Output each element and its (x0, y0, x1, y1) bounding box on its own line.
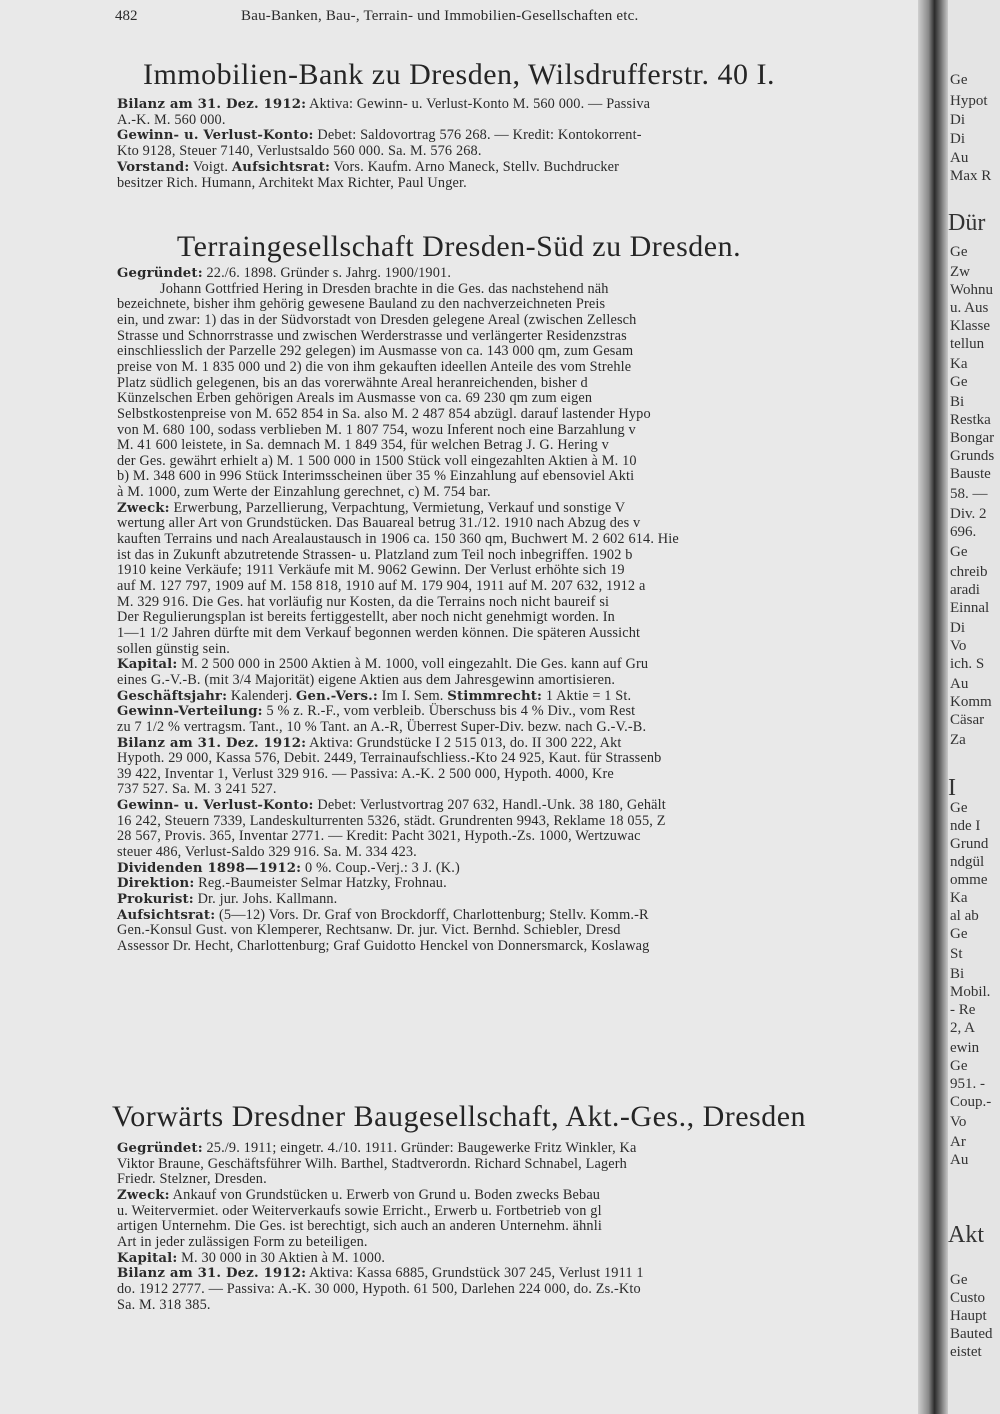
page-header (115, 8, 915, 30)
entry-label: Kapital: (117, 657, 178, 673)
entry-text: M. 329 916. Die Ges. hat vorläufig nur Kosten, da die Terrains noch nicht baureif si (117, 593, 610, 610)
entry-text: besitzer Rich. Humann, Architekt Max Richter, Paul Unger. (117, 174, 467, 191)
text-line (117, 112, 226, 129)
facing-page-fragment: Ar (950, 1134, 966, 1150)
text-line (117, 328, 627, 345)
entry-label: Aufsichtsrat: (231, 159, 331, 175)
entry-text: u. Weitervermiet. oder Weiterverkaufs sowie Erricht., Erwerb u. Fortbetrieb von gl (117, 1202, 602, 1219)
text-line (117, 672, 615, 689)
facing-page-fragment: Ge (950, 374, 968, 390)
entry-text: 39 422, Inventar 1, Verlust 329 916. — Passiva: A.-K. 2 500 000, Hypoth. 4000, Kre (117, 765, 614, 782)
text-line (117, 594, 609, 611)
text-line (117, 609, 615, 626)
text-line (117, 343, 633, 360)
facing-page-fragment: Ge (950, 800, 968, 816)
entry-text: Friedr. Stelzner, Dresden. (117, 1171, 267, 1188)
text-line (117, 1218, 602, 1235)
entry-text: 1910 keine Verkäufe; 1911 Verkäufe mit M. 9062 Gewinn. Der Verlust erhöhte sich 19 (117, 562, 625, 579)
text-line (117, 390, 592, 407)
facing-page-fragment: 696. (950, 524, 977, 540)
text-line (117, 1250, 385, 1267)
facing-page-fragment: Bongar (950, 430, 995, 446)
entry-text: Aktiva: Grundstücke I 2 515 013, do. II 300 222, Akt (306, 734, 622, 751)
facing-page-fragment: Max R (950, 168, 992, 184)
text-line (117, 719, 646, 736)
text-line (117, 656, 648, 673)
entry-text: ist das in Zukunft abzutretende Strassen- u. Platzland zum Teil noch inbegriffen. 1902 b (117, 546, 633, 563)
entry-label: Zweck: (117, 1187, 170, 1203)
text-line (117, 907, 649, 924)
facing-page-fragment: I (948, 775, 956, 801)
entry-text: do. 1912 2777. — Passiva: A.-K. 30 000, Hypoth. 61 500, Darlehen 224 000, do. Zs.-Kto (117, 1280, 641, 1297)
text-line (117, 766, 614, 783)
page-number: 482 (115, 8, 138, 24)
facing-page-fragment: St (950, 946, 963, 962)
text-line (117, 1281, 641, 1298)
entry-text: eines G.-V.-B. (mit 3/4 Majorität) eigene Aktien aus dem Jahresgewinn amortisieren. (117, 671, 616, 688)
entry-text: Vors. Kaufm. Arno Maneck, Stellv. Buchdrucker (330, 158, 620, 175)
entry-label: Gewinn- u. Verlust-Konto: (117, 798, 314, 814)
entry-text: 737 527. Sa. M. 3 241 527. (117, 781, 277, 798)
text-line (117, 875, 447, 892)
facing-page-fragment: ewin (950, 1040, 980, 1056)
entry-text: einschliesslich der Parzelle 292 gelegen) im Ausmasse von ca. 143 000 qm, zum Gesam (117, 343, 634, 360)
text-line (117, 96, 650, 113)
text-line (117, 437, 609, 454)
entry-label: Vorstand: (117, 159, 190, 175)
facing-page-fragment: Restka (950, 412, 991, 428)
entry-label: Bilanz am 31. Dez. 1912: (117, 735, 307, 751)
text-line (117, 1203, 602, 1220)
text-line (117, 891, 337, 908)
facing-page-fragment: Coup.- (950, 1094, 992, 1110)
entry-label: Gegründet: (117, 266, 203, 281)
entry-text: Im I. Sem. (377, 687, 448, 704)
section-title: Terraingesellschaft Dresden-Süd zu Dresden. (176, 230, 742, 263)
text-line (117, 688, 631, 705)
entry-text: Ankauf von Grundstücken u. Erwerb von Grund u. Boden zwecks Bebau (169, 1186, 601, 1203)
text-line (117, 562, 625, 579)
entry-text: Debet: Saldovortrag 576 268. — Kredit: Kontokorrent- (313, 127, 642, 144)
entry-text: Strasse und Schnorrstrasse und zwischen Werderstrasse und verlängerter Residenzstras (117, 327, 627, 344)
entry-text: Art in jeder zulässigen Form zu beteiligen. (117, 1233, 368, 1250)
entry-text: Gen.-Konsul Gust. von Klemperer, Rechtsanw. Dr. jur. Vict. Bernhd. Schiebler, Dresd (117, 922, 621, 939)
facing-page-fragment: nde I (950, 818, 981, 834)
facing-page-fragment: Ka (950, 356, 968, 372)
facing-page-fragment: Ge (950, 1272, 968, 1288)
text-line (117, 641, 230, 658)
entry-text: Kalenderj. (227, 687, 297, 704)
entry-text: M. 30 000 in 30 Aktien à M. 1000. (177, 1249, 386, 1266)
entry-label: Bilanz am 31. Dez. 1912: (117, 1266, 307, 1282)
facing-page-fragment: Wohnu (950, 282, 993, 298)
facing-page-fragment: 2, A (950, 1020, 976, 1036)
facing-page-fragment: Di (950, 112, 965, 128)
text-line (117, 143, 482, 160)
text-line (117, 1265, 644, 1282)
entry-label: Bilanz am 31. Dez. 1912: (117, 97, 307, 112)
text-line (117, 922, 621, 939)
text-line (117, 1156, 627, 1173)
text-line (117, 938, 649, 955)
text-line (117, 828, 641, 845)
facing-page-fragment: Au (950, 150, 969, 166)
entry-text: Sa. M. 318 385. (117, 1296, 211, 1313)
facing-page-fragment: Vo (950, 638, 967, 654)
facing-page-fragment: Einnal (950, 600, 990, 616)
entry-text: bezeichnete, bisher ihm gehörig gewesene Bauland zu den nachverzeichneten Preis (117, 296, 606, 313)
entry-label: Zweck: (117, 500, 170, 516)
facing-page-fragment: aradi (950, 582, 980, 598)
entry-text: 0 %. Coup.-Verj.: 3 J. (K.) (301, 859, 460, 876)
entry-text: 16 242, Steuern 7339, Landeskulturrenten 5326, städt. Grundrenten 9943, Reklame 18 055, Z (117, 812, 666, 829)
entry-text: A.-K. M. 560 000. (117, 111, 226, 128)
facing-page-fragment: Dür (948, 210, 986, 236)
entry-text: (5—12) Vors. Dr. Graf von Brockdorff, Charlottenburg; Stellv. Komm.-R (215, 906, 649, 923)
text-line (117, 547, 633, 564)
facing-page-fragment: Bauted (950, 1326, 993, 1342)
facing-page-fragment: Hypot (950, 93, 988, 109)
entry-text: 1 Aktie = 1 St. (542, 687, 632, 704)
facing-page-fragment: Bi (950, 966, 965, 982)
entry-text: artigen Unternehm. Die Ges. ist berechtigt, sich auch an anderen Unternehm. ähnli (117, 1218, 602, 1235)
facing-page-fragment: 58. — (950, 486, 988, 502)
entry-text: Dr. jur. Johs. Kallmann. (193, 891, 338, 907)
entry-text: Debet: Verlustvortrag 207 632, Handl.-Unk. 38 180, Gehält (313, 797, 666, 814)
entry-text: ein, und zwar: 1) das in der Südvorstadt von Dresden gelegene Areal (zwischen Zellesch (117, 311, 637, 328)
entry-text: Aktiva: Gewinn- u. Verlust-Konto M. 560 000. — Passiva (306, 96, 651, 112)
text-line (117, 312, 636, 329)
entry-label: Kapital: (117, 1250, 178, 1266)
entry-label: Prokurist: (117, 892, 194, 907)
text-line (117, 515, 640, 532)
text-line (117, 797, 666, 814)
facing-page-fragment: Ge (950, 544, 968, 560)
entry-text: preise von M. 1 835 000 und 2) die von ihm gekauften ideellen Anteile des vom Strehle (117, 358, 632, 375)
facing-page-fragment: eistet (950, 1344, 982, 1360)
entry-text: 5 % z. R.-F., vom verbleib. Überschuss bis 4 % Div., vom Rest (262, 703, 636, 720)
text-line (117, 500, 625, 517)
text-line (117, 1297, 211, 1314)
facing-page-fragment: - Re (950, 1002, 976, 1018)
facing-page-fragment: Za (950, 732, 966, 748)
entry-label: Stimmrecht: (447, 688, 543, 704)
facing-page-edge (948, 0, 1000, 1414)
text-line (117, 531, 679, 548)
entry-text: 22./6. 1898. Gründer s. Jahrg. 1900/1901. (202, 265, 452, 281)
book-gutter (918, 0, 948, 1414)
entry-text: Erwerbung, Parzellierung, Verpachtung, Vermietung, Verkauf und sonstige V (169, 499, 626, 516)
entry-text: Voigt. (189, 158, 232, 175)
entry-text: von M. 680 100, sodass verblieben M. 1 807 754, wozu Inferent noch eine Barzahlung v (117, 421, 636, 438)
facing-page-fragment: Ka (950, 890, 968, 906)
entry-text: Selbstkostenpreise von M. 652 854 in Sa. also M. 2 487 854 abzügl. darauf lastender Hypo (117, 405, 651, 422)
entry-text: Viktor Braune, Geschäftsführer Wilh. Barthel, Stadtverordn. Richard Schnabel, Lagerh (117, 1155, 627, 1172)
text-line (117, 1140, 637, 1157)
text-line (117, 813, 666, 830)
text-line (117, 375, 588, 392)
text-line (117, 406, 651, 423)
entry-label: Gegründet: (117, 1141, 203, 1156)
entry-text: Künzelschen Erben gehörigen Areals im Ausmasse von ca. 69 230 qm zum eigen (117, 390, 593, 407)
facing-page-fragment: Div. 2 (950, 506, 987, 522)
facing-page-fragment: Ge (950, 926, 968, 942)
entry-text: b) M. 348 600 in 996 Stück Interimsscheinen über 35 % Einzahlung auf ebensoviel Akti (117, 468, 635, 485)
section-title: Vorwärts Dresdner Baugesellschaft, Akt.-Ges., Dresden (111, 1100, 807, 1133)
text-line (117, 127, 642, 144)
entry-text: sollen günstig sein. (117, 640, 231, 657)
entry-text: zu 7 1/2 % vertragsm. Tant., 10 % Tant. an A.-R, Überrest Super-Div. bezw. nach G.-V.-B. (117, 718, 647, 735)
entry-text: der Ges. gewährt erhielt a) M. 1 500 000 in 1500 Stück voll eingezahlten Aktien à M. 10 (117, 452, 637, 469)
text-line (117, 735, 622, 752)
facing-page-fragment: Komm (950, 694, 992, 710)
entry-text: Reg.-Baumeister Selmar Hatzky, Frohnau. (194, 875, 447, 892)
facing-page-fragment: Au (950, 676, 969, 692)
text-line (117, 1234, 368, 1251)
text-line (117, 265, 451, 282)
facing-page-fragment: Haupt (950, 1308, 987, 1324)
entry-text: Kto 9128, Steuer 7140, Verlustsaldo 560 000. Sa. M. 576 268. (117, 143, 482, 160)
facing-page-fragment: Cäsar (950, 712, 985, 728)
facing-page-fragment: u. Aus (950, 300, 989, 316)
facing-page-fragment: Custo (950, 1290, 986, 1306)
entry-text: Assessor Dr. Hecht, Charlottenburg; Graf Guidotto Henckel von Donnersmarck, Koslawag (117, 937, 650, 954)
text-line (117, 1171, 267, 1188)
entry-text: M. 41 600 leistete, in Sa. demnach M. 1 849 354, für welchen Betrag J. G. Hering v (117, 437, 609, 454)
entry-text: Der Regulierungsplan ist bereits fertiggestellt, aber noch nicht genehmigt worden. In (117, 609, 615, 626)
entry-text: Platz südlich gelegenen, bis an das vorerwähnte Areal heranreichenden, bisher d (117, 374, 588, 391)
facing-page-fragment: Klasse (950, 318, 990, 334)
text-line (160, 281, 609, 298)
entry-text: Aktiva: Kassa 6885, Grundstück 307 245, Verlust 1911 1 (306, 1265, 644, 1282)
facing-page-fragment: ndgül (950, 854, 985, 870)
entry-label: Gewinn- u. Verlust-Konto: (117, 128, 314, 144)
facing-page-fragment: Bi (950, 394, 965, 410)
facing-page-fragment: Ge (950, 244, 968, 260)
facing-page-fragment: al ab (950, 908, 979, 924)
facing-page-fragment: Akt (948, 1222, 984, 1248)
text-line (117, 159, 619, 176)
facing-page-fragment: Di (950, 131, 965, 147)
entry-label: Direktion: (117, 876, 195, 892)
text-line (117, 422, 636, 439)
facing-page-fragment: Mobil. (950, 984, 991, 1000)
text-line (117, 860, 460, 877)
facing-page-fragment: ich. S (950, 656, 985, 672)
text-line (117, 750, 661, 767)
text-line (117, 703, 635, 720)
text-line (117, 578, 645, 595)
entry-label: Aufsichtsrat: (117, 907, 216, 923)
entry-text: 28 567, Provis. 365, Inventar 2771. — Kredit: Pacht 3021, Hypoth.-Zs. 1000, Wertzuwac (117, 828, 641, 845)
entry-text: Johann Gottfried Hering in Dresden brachte in die Ges. das nachstehend näh (160, 280, 609, 297)
facing-page-fragment: Ge (950, 72, 968, 88)
facing-page-fragment: Ge (950, 1058, 968, 1074)
entry-label: Gen.-Vers.: (296, 688, 378, 704)
entry-text: steuer 486, Verlust-Saldo 329 916. Sa. M. 334 423. (117, 844, 417, 861)
facing-page-fragment: Au (950, 1152, 969, 1168)
entry-label: Dividenden 1898—1912: (117, 860, 302, 876)
facing-page-fragment: Di (950, 620, 965, 636)
facing-page-fragment: Grund (950, 836, 989, 852)
text-line (117, 484, 491, 501)
entry-label: Gewinn-Verteilung: (117, 704, 263, 720)
entry-label: Geschäftsjahr: (117, 688, 228, 704)
facing-page-fragment: Zw (950, 264, 970, 280)
entry-text: 1—1 1/2 Jahren dürfte mit dem Verkauf begonnen werden können. Die späteren Aussicht (117, 624, 641, 641)
entry-text: wertung aller Art von Grundstücken. Das Bauareal betrug 31./12. 1910 nach Abzug des v (117, 515, 641, 532)
entry-text: à M. 1000, zum Werte der Einzahlung gerechnet, c) M. 754 bar. (117, 484, 491, 501)
text-line (117, 781, 277, 798)
facing-page-fragment: 951. - (950, 1076, 985, 1092)
text-line (117, 625, 640, 642)
entry-text: M. 2 500 000 in 2500 Aktien à M. 1000, voll eingezahlt. Die Ges. kann auf Gru (177, 656, 649, 673)
text-line (117, 296, 605, 313)
running-head: Bau-Banken, Bau-, Terrain- und Immobilien-Gesellschaften etc. (241, 8, 639, 24)
entry-text: 25./9. 1911; eingetr. 4./10. 1911. Gründer: Baugewerke Fritz Winkler, Ka (202, 1140, 637, 1156)
text-line (117, 844, 417, 861)
entry-text: Hypoth. 29 000, Kassa 576, Debit. 2449, Terrainaufschliess.-Kto 24 925, Kaut. für Strassenb (117, 750, 662, 767)
text-line (117, 468, 634, 485)
text-line (117, 359, 631, 376)
facing-page-fragment: chreib (950, 564, 988, 580)
facing-page-fragment: Bauste (950, 466, 991, 482)
text-line (117, 453, 637, 470)
entry-text: auf M. 127 797, 1909 auf M. 158 818, 1910 auf M. 179 904, 1911 auf M. 207 632, 1912 a (117, 578, 646, 594)
facing-page-fragment: Vo (950, 1114, 967, 1130)
text-line (117, 1187, 600, 1204)
facing-page-fragment: omme (950, 872, 988, 888)
entry-text: kauften Terrains und nach Arealaustausch in 1906 ca. 150 360 qm, Buchwert M. 2 602 614. Hie (117, 531, 679, 548)
section-title: Immobilien-Bank zu Dresden, Wilsdrufferstr. 40 I. (142, 58, 776, 91)
facing-page-fragment: Grunds (950, 448, 995, 464)
facing-page-fragment: tellun (950, 336, 985, 352)
text-line (117, 175, 467, 192)
